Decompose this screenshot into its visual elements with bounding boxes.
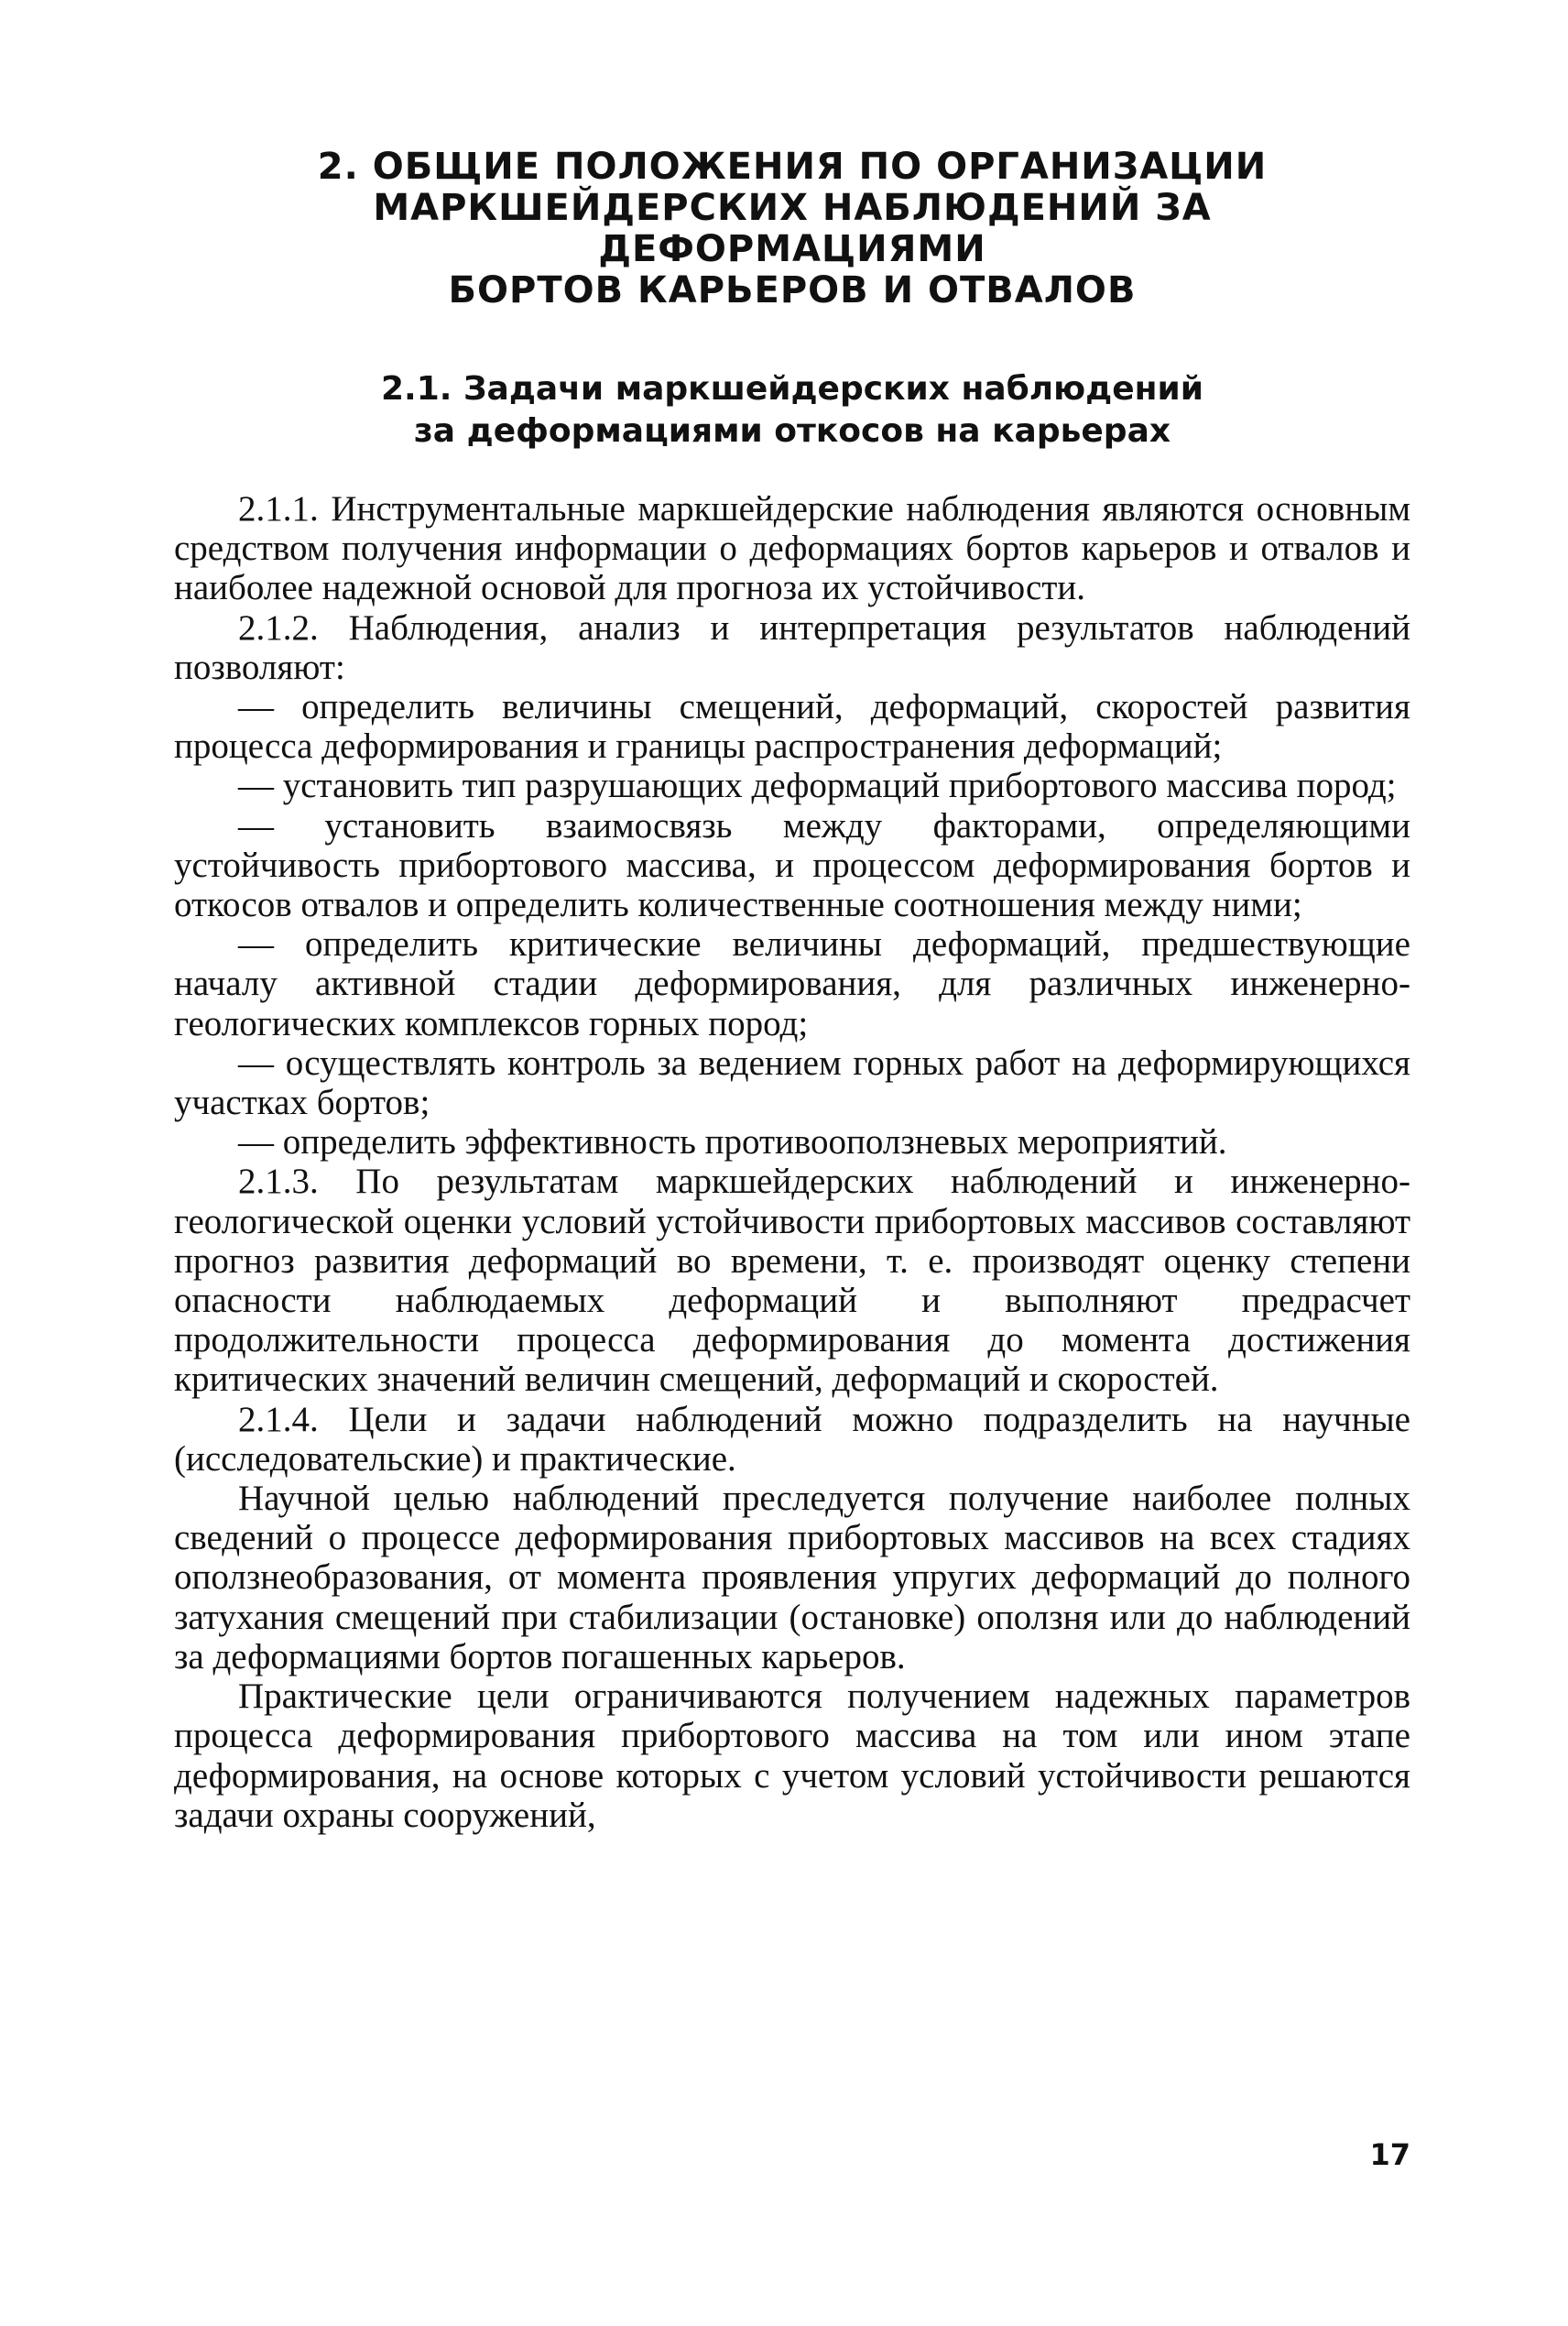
paragraph-scientific-goal: Научной целью наблюдений преследуется получение наиболее полных сведений о процессе деформирования прибортовых массивов на всех стадиях оползнеобразования, от момента проявления упругих деформаций до полного затухания смещений при стабилизации (остановке) оползня или до наблюдений за деформациями бортов погашенных карьеров. (174, 1479, 1410, 1676)
chapter-title-line: 2. ОБЩИЕ ПОЛОЖЕНИЯ ПО ОРГАНИЗАЦИИ (317, 146, 1268, 188)
section-title-line: 2.1. Задачи маркшейдерских наблюдений (381, 370, 1203, 408)
paragraph-2-1-3: 2.1.3. По результатам маркшейдерских наблюдений и инженерно-геологической оценки условий устойчивости прибортовых массивов составляют прогноз развития деформаций во времени, т. е. производят оценку степени опасности наблюдаемых деформаций и выполняют предрасчет продолжительности процесса деформирования до момента достижения критических значений величин смещений, деформаций и скоростей. (174, 1162, 1410, 1400)
paragraph-practical-goals: Практические цели ограничиваются получением надежных параметров процесса деформирования прибортового массива на том или ином этапе деформирования, на основе которых с учетом условий устойчивости решаются задачи охраны сооружений, (174, 1676, 1410, 1835)
list-item: — определить эффективность противооползневых мероприятий. (238, 1122, 1227, 1163)
list-item: — определить критические величины деформаций, предшествующие началу активной стадии деформирования, для различных инженерно-геологических комплексов горных пород; (174, 924, 1410, 1043)
paragraph-2-1-4: 2.1.4. Цели и задачи наблюдений можно подразделить на научные (исследовательские) и практические. (174, 1399, 1410, 1479)
chapter-title-line: БОРТОВ КАРЬЕРОВ И ОТВАЛОВ (448, 269, 1137, 311)
list-item: — установить тип разрушающих деформаций прибортового массива пород; (238, 766, 1397, 806)
section-title (174, 368, 1410, 453)
page-number: 17 (1369, 2137, 1410, 2172)
list-item: — установить взаимосвязь между факторами, определяющими устойчивость прибортового массива, и процессом деформирования бортов и откосов отвалов и определить количественные соотношения между ними; (174, 805, 1410, 925)
chapter-title-line: МАРКШЕЙДЕРСКИХ НАБЛЮДЕНИЙ ЗА ДЕФОРМАЦИЯМИ (373, 187, 1212, 270)
paragraph-2-1-1: 2.1.1. Инструментальные маркшейдерские наблюдения являются основным средством получения информации о деформациях бортов карьеров и отвалов и наиболее надежной основой для прогноза их устойчивости. (174, 489, 1410, 608)
list-item: — определить величины смещений, деформаций, скоростей развития процесса деформирования и границы распространения деформаций; (174, 687, 1410, 767)
page-content (174, 147, 1410, 1835)
paragraph-2-1-2: 2.1.2. Наблюдения, анализ и интерпретация результатов наблюдений позволяют: (174, 607, 1410, 687)
chapter-title (174, 147, 1410, 311)
section-title-line: за деформациями откосов на карьерах (413, 412, 1171, 450)
body-text (174, 489, 1410, 1835)
list-item: — осуществлять контроль за ведением горных работ на деформирующихся участках бортов; (174, 1043, 1410, 1123)
